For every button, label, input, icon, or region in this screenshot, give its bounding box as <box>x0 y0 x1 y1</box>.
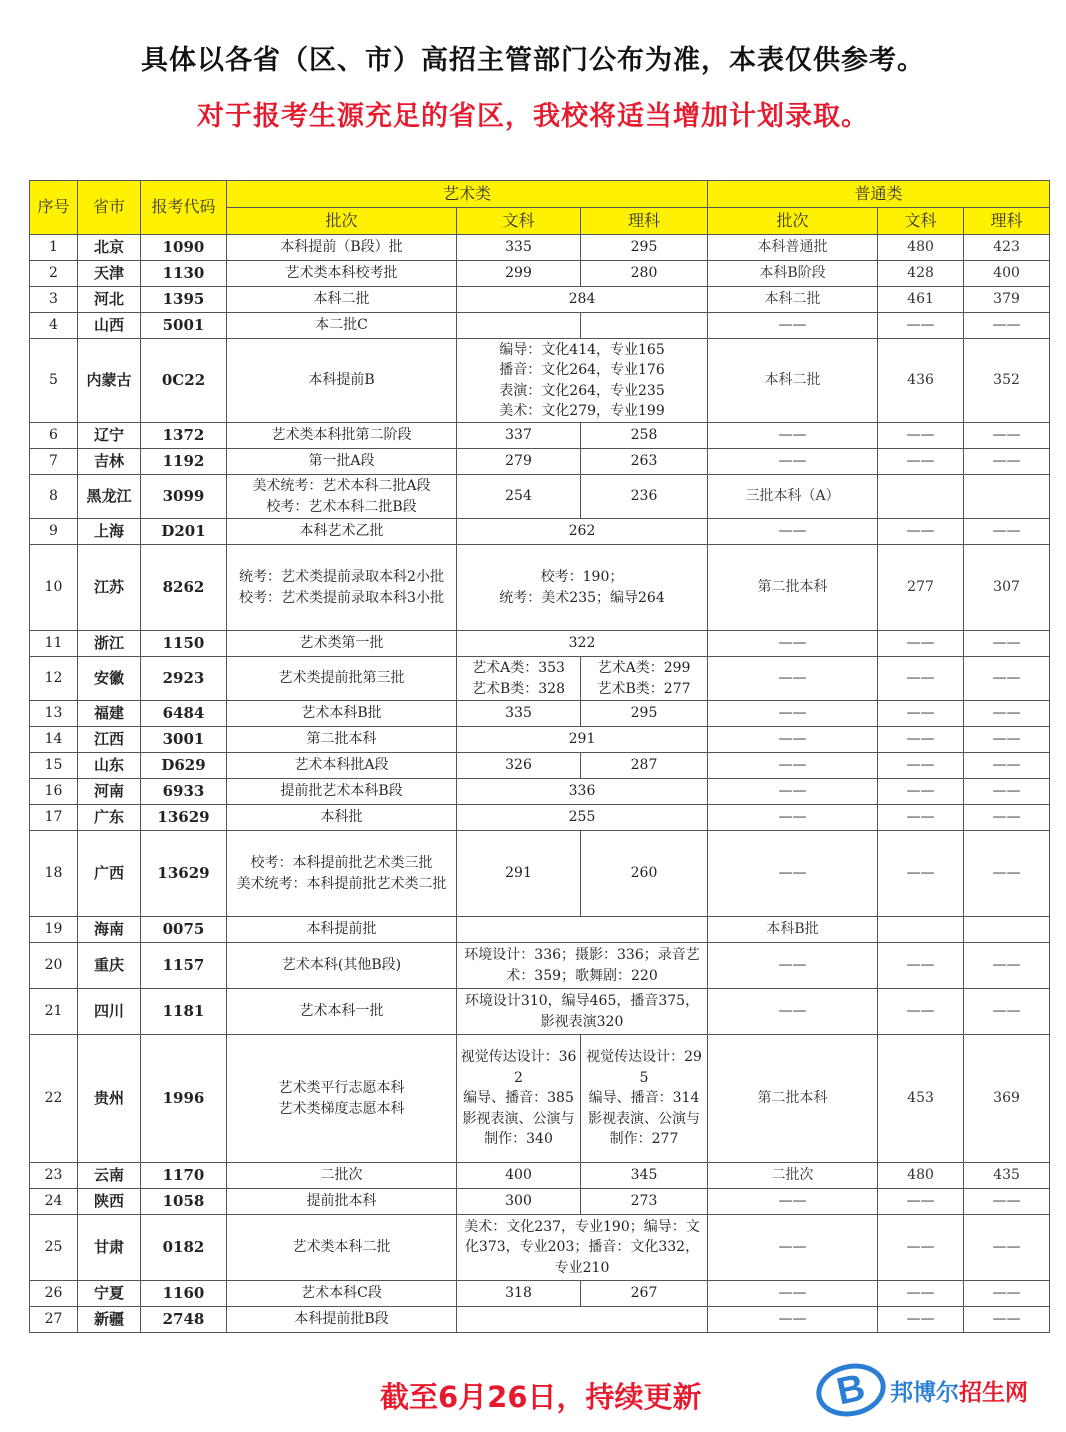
cell-gen-like: —— <box>964 423 1050 449</box>
table-row <box>30 1215 1050 1281</box>
cell-gen-batch: 本科B阶段 <box>708 261 878 287</box>
cell-code: 0182 <box>141 1215 227 1281</box>
table-row <box>30 831 1050 917</box>
cell-gen-wenke <box>878 917 964 943</box>
cell-no: 19 <box>30 917 78 943</box>
cell-province: 云南 <box>78 1163 141 1189</box>
cell-no: 20 <box>30 943 78 989</box>
cell-art-batch: 艺术类本科批第二阶段 <box>227 423 457 449</box>
cell-art-batch: 艺术类本科校考批 <box>227 261 457 287</box>
cell-art-score: 美术：文化237，专业190；编导：文化373，专业203；播音：文化332，专业210 <box>457 1215 708 1281</box>
cell-gen-like: 423 <box>964 235 1050 261</box>
table-row <box>30 779 1050 805</box>
cell-code: 1996 <box>141 1035 227 1163</box>
cell-gen-like: —— <box>964 831 1050 917</box>
table-row <box>30 235 1050 261</box>
cell-gen-wenke: —— <box>878 753 964 779</box>
cell-gen-batch: 第二批本科 <box>708 545 878 631</box>
cell-art-batch: 本二批C <box>227 313 457 339</box>
cell-province: 四川 <box>78 989 141 1035</box>
table-row <box>30 1189 1050 1215</box>
cell-code: 0C22 <box>141 339 227 423</box>
cell-gen-like: 307 <box>964 545 1050 631</box>
table-row <box>30 449 1050 475</box>
cell-code: 1058 <box>141 1189 227 1215</box>
cell-code: 13629 <box>141 805 227 831</box>
cell-art-batch: 校考：本科提前批艺术类三批 美术统考：本科提前批艺术类二批 <box>227 831 457 917</box>
cell-art-wenke: 335 <box>457 701 581 727</box>
cell-gen-wenke: —— <box>878 779 964 805</box>
table-row <box>30 475 1050 519</box>
cell-art-batch: 艺术类平行志愿本科 艺术类梯度志愿本科 <box>227 1035 457 1163</box>
cell-no: 27 <box>30 1307 78 1333</box>
cell-gen-like: —— <box>964 631 1050 657</box>
cell-province: 天津 <box>78 261 141 287</box>
table-row <box>30 753 1050 779</box>
cell-gen-wenke: 277 <box>878 545 964 631</box>
cell-art-like: 295 <box>581 701 708 727</box>
cell-code: 1150 <box>141 631 227 657</box>
cell-no: 18 <box>30 831 78 917</box>
cell-gen-like <box>964 475 1050 519</box>
cell-gen-wenke: —— <box>878 701 964 727</box>
cell-gen-batch: 第二批本科 <box>708 1035 878 1163</box>
notice-line-1: 具体以各省（区、市）高招主管部门公布为准，本表仅供参考。 <box>141 45 925 76</box>
cell-gen-batch: —— <box>708 1307 878 1333</box>
cell-art-batch: 艺术类本科二批 <box>227 1215 457 1281</box>
table-row <box>30 1163 1050 1189</box>
cell-code: 1170 <box>141 1163 227 1189</box>
cell-province: 辽宁 <box>78 423 141 449</box>
cell-art-like <box>581 313 708 339</box>
cell-province: 宁夏 <box>78 1281 141 1307</box>
cell-gen-wenke: 461 <box>878 287 964 313</box>
cell-art-batch: 艺术类提前批第三批 <box>227 657 457 701</box>
cell-art-score: 255 <box>457 805 708 831</box>
cell-province: 贵州 <box>78 1035 141 1163</box>
cell-art-batch: 美术统考：艺术本科二批A段 校考：艺术本科二批B段 <box>227 475 457 519</box>
cell-gen-wenke: —— <box>878 449 964 475</box>
cell-gen-batch: —— <box>708 423 878 449</box>
cell-province: 重庆 <box>78 943 141 989</box>
cell-gen-batch: —— <box>708 449 878 475</box>
cell-no: 21 <box>30 989 78 1035</box>
cell-no: 16 <box>30 779 78 805</box>
cell-gen-batch: —— <box>708 805 878 831</box>
table-row <box>30 519 1050 545</box>
notice-line-2: 对于报考生源充足的省区，我校将适当增加计划录取。 <box>197 101 869 132</box>
header-general: 普通类 <box>708 181 1050 208</box>
cell-gen-like: —— <box>964 989 1050 1035</box>
cell-art-batch: 艺术本科一批 <box>227 989 457 1035</box>
cell-gen-batch: —— <box>708 701 878 727</box>
cell-code: 1090 <box>141 235 227 261</box>
header-art-like: 理科 <box>581 208 708 235</box>
cell-art-batch: 第二批本科 <box>227 727 457 753</box>
cell-art-wenke: 254 <box>457 475 581 519</box>
cell-gen-batch: —— <box>708 943 878 989</box>
cell-art-score: 环境设计310，编导465，播音375，影视表演320 <box>457 989 708 1035</box>
cell-no: 22 <box>30 1035 78 1163</box>
cell-province: 江苏 <box>78 545 141 631</box>
cell-gen-wenke: 428 <box>878 261 964 287</box>
cell-art-score: 262 <box>457 519 708 545</box>
table-row <box>30 727 1050 753</box>
cell-art-score <box>457 917 708 943</box>
cell-gen-like: —— <box>964 657 1050 701</box>
cell-gen-wenke: —— <box>878 423 964 449</box>
cell-code: 13629 <box>141 831 227 917</box>
cell-province: 北京 <box>78 235 141 261</box>
cell-art-score: 291 <box>457 727 708 753</box>
cell-no: 13 <box>30 701 78 727</box>
cell-gen-like: 400 <box>964 261 1050 287</box>
cell-no: 8 <box>30 475 78 519</box>
cell-gen-like: —— <box>964 943 1050 989</box>
logo-text-blue: 邦博尔 <box>890 1380 959 1406</box>
cell-gen-batch: —— <box>708 989 878 1035</box>
cell-art-wenke: 艺术A类：353 艺术B类：328 <box>457 657 581 701</box>
admission-score-table <box>29 180 1049 1333</box>
header-code: 报考代码 <box>141 181 227 235</box>
cell-province: 广东 <box>78 805 141 831</box>
cell-code: 8262 <box>141 545 227 631</box>
header-gen-like: 理科 <box>964 208 1050 235</box>
cell-art-score: 编导：文化414，专业165 播音：文化264，专业176 表演：文化264，专业235 美术：文化279，专业199 <box>457 339 708 423</box>
cell-code: D629 <box>141 753 227 779</box>
cell-art-score <box>457 1307 708 1333</box>
cell-gen-batch: —— <box>708 831 878 917</box>
logo-text <box>890 1374 1028 1407</box>
cell-gen-wenke: —— <box>878 989 964 1035</box>
cell-code: 6933 <box>141 779 227 805</box>
cell-gen-wenke: 480 <box>878 235 964 261</box>
cell-no: 6 <box>30 423 78 449</box>
cell-no: 2 <box>30 261 78 287</box>
table-row <box>30 657 1050 701</box>
header-art: 艺术类 <box>227 181 708 208</box>
site-logo <box>816 1362 1056 1422</box>
cell-province: 山东 <box>78 753 141 779</box>
cell-gen-like: —— <box>964 449 1050 475</box>
cell-no: 12 <box>30 657 78 701</box>
table-row <box>30 1281 1050 1307</box>
cell-art-like: 263 <box>581 449 708 475</box>
cell-gen-like: —— <box>964 1307 1050 1333</box>
cell-no: 17 <box>30 805 78 831</box>
cell-province: 江西 <box>78 727 141 753</box>
cell-art-like: 260 <box>581 831 708 917</box>
cell-art-like: 345 <box>581 1163 708 1189</box>
cell-gen-batch: —— <box>708 753 878 779</box>
cell-province: 广西 <box>78 831 141 917</box>
cell-code: 5001 <box>141 313 227 339</box>
cell-gen-wenke: —— <box>878 805 964 831</box>
table-row <box>30 339 1050 423</box>
cell-code: 1372 <box>141 423 227 449</box>
cell-gen-batch: —— <box>708 779 878 805</box>
cell-code: 1181 <box>141 989 227 1035</box>
cell-art-like: 视觉传达设计：295 编导、播音：314 影视表演、公演与制作：277 <box>581 1035 708 1163</box>
cell-art-batch: 本科提前批B段 <box>227 1307 457 1333</box>
cell-no: 25 <box>30 1215 78 1281</box>
cell-gen-like: —— <box>964 313 1050 339</box>
table-row <box>30 989 1050 1035</box>
cell-gen-batch: —— <box>708 313 878 339</box>
cell-gen-wenke: 480 <box>878 1163 964 1189</box>
cell-art-like: 280 <box>581 261 708 287</box>
cell-art-batch: 本科提前B <box>227 339 457 423</box>
cell-art-batch: 本科提前（B段）批 <box>227 235 457 261</box>
cell-art-batch: 本科批 <box>227 805 457 831</box>
table-row <box>30 1035 1050 1163</box>
cell-gen-like: —— <box>964 727 1050 753</box>
header-art-wenke: 文科 <box>457 208 581 235</box>
cell-no: 24 <box>30 1189 78 1215</box>
cell-gen-wenke: —— <box>878 631 964 657</box>
cell-art-score: 284 <box>457 287 708 313</box>
table-row <box>30 261 1050 287</box>
cell-gen-batch: 本科二批 <box>708 339 878 423</box>
cell-code: 6484 <box>141 701 227 727</box>
cell-art-like: 287 <box>581 753 708 779</box>
update-note: 截至6月26日，持续更新 <box>380 1380 702 1414</box>
cell-art-wenke: 326 <box>457 753 581 779</box>
cell-no: 10 <box>30 545 78 631</box>
cell-art-wenke: 300 <box>457 1189 581 1215</box>
cell-art-wenke: 337 <box>457 423 581 449</box>
cell-no: 1 <box>30 235 78 261</box>
cell-art-batch: 第一批A段 <box>227 449 457 475</box>
cell-gen-batch: 二批次 <box>708 1163 878 1189</box>
cell-gen-batch: 本科普通批 <box>708 235 878 261</box>
cell-art-batch: 本科二批 <box>227 287 457 313</box>
cell-province: 上海 <box>78 519 141 545</box>
cell-province: 浙江 <box>78 631 141 657</box>
cell-art-wenke <box>457 313 581 339</box>
cell-province: 山西 <box>78 313 141 339</box>
cell-art-batch: 统考：艺术类提前录取本科2小批 校考：艺术类提前录取本科3小批 <box>227 545 457 631</box>
cell-gen-batch: 本科二批 <box>708 287 878 313</box>
cell-gen-batch: —— <box>708 657 878 701</box>
cell-gen-wenke: 453 <box>878 1035 964 1163</box>
cell-art-wenke: 335 <box>457 235 581 261</box>
cell-province: 海南 <box>78 917 141 943</box>
cell-art-score: 336 <box>457 779 708 805</box>
cell-province: 安徽 <box>78 657 141 701</box>
cell-art-wenke: 291 <box>457 831 581 917</box>
cell-code: 1130 <box>141 261 227 287</box>
table-row <box>30 1307 1050 1333</box>
header-art-batch: 批次 <box>227 208 457 235</box>
cell-gen-batch: —— <box>708 1189 878 1215</box>
cell-gen-like: —— <box>964 701 1050 727</box>
cell-gen-like: 379 <box>964 287 1050 313</box>
cell-gen-wenke: —— <box>878 1215 964 1281</box>
cell-province: 河北 <box>78 287 141 313</box>
cell-art-score: 校考：190； 统考：美术235；编导264 <box>457 545 708 631</box>
cell-gen-like: —— <box>964 1281 1050 1307</box>
table-row <box>30 423 1050 449</box>
cell-art-batch: 提前批艺术本科B段 <box>227 779 457 805</box>
table-row <box>30 943 1050 989</box>
table-row <box>30 313 1050 339</box>
cell-art-like: 236 <box>581 475 708 519</box>
cell-gen-wenke: —— <box>878 943 964 989</box>
cell-code: D201 <box>141 519 227 545</box>
cell-gen-like: 435 <box>964 1163 1050 1189</box>
cell-gen-wenke: —— <box>878 657 964 701</box>
cell-province: 内蒙古 <box>78 339 141 423</box>
table-row <box>30 917 1050 943</box>
cell-code: 3099 <box>141 475 227 519</box>
cell-gen-like: —— <box>964 779 1050 805</box>
table-row <box>30 631 1050 657</box>
cell-art-score: 322 <box>457 631 708 657</box>
table-row <box>30 701 1050 727</box>
cell-gen-batch: 本科B批 <box>708 917 878 943</box>
header-gen-batch: 批次 <box>708 208 878 235</box>
cell-art-wenke: 279 <box>457 449 581 475</box>
cell-art-wenke: 视觉传达设计：362 编导、播音：385 影视表演、公演与制作：340 <box>457 1035 581 1163</box>
cell-gen-batch: —— <box>708 727 878 753</box>
cell-gen-wenke: —— <box>878 727 964 753</box>
cell-gen-wenke <box>878 475 964 519</box>
logo-text-red: 招生网 <box>959 1380 1028 1406</box>
cell-gen-batch: —— <box>708 519 878 545</box>
cell-art-wenke: 299 <box>457 261 581 287</box>
cell-art-batch: 艺术本科B批 <box>227 701 457 727</box>
cell-art-like: 273 <box>581 1189 708 1215</box>
header-gen-wenke: 文科 <box>878 208 964 235</box>
cell-art-like: 267 <box>581 1281 708 1307</box>
cell-art-batch: 艺术本科批A段 <box>227 753 457 779</box>
cell-art-batch: 提前批本科 <box>227 1189 457 1215</box>
cell-code: 3001 <box>141 727 227 753</box>
cell-code: 1157 <box>141 943 227 989</box>
cell-no: 11 <box>30 631 78 657</box>
cell-art-wenke: 400 <box>457 1163 581 1189</box>
cell-gen-like: 352 <box>964 339 1050 423</box>
header-no: 序号 <box>30 181 78 235</box>
cell-no: 3 <box>30 287 78 313</box>
cell-no: 23 <box>30 1163 78 1189</box>
header-province: 省市 <box>78 181 141 235</box>
cell-gen-like <box>964 917 1050 943</box>
cell-art-like: 艺术A类：299 艺术B类：277 <box>581 657 708 701</box>
cell-code: 1192 <box>141 449 227 475</box>
cell-no: 26 <box>30 1281 78 1307</box>
cell-province: 福建 <box>78 701 141 727</box>
cell-art-like: 258 <box>581 423 708 449</box>
cell-no: 7 <box>30 449 78 475</box>
cell-code: 1160 <box>141 1281 227 1307</box>
table-body <box>30 235 1050 1333</box>
table-row <box>30 805 1050 831</box>
cell-art-batch: 艺术类第一批 <box>227 631 457 657</box>
cell-gen-batch: 三批本科（A） <box>708 475 878 519</box>
cell-art-batch: 艺术本科(其他B段) <box>227 943 457 989</box>
cell-art-like: 295 <box>581 235 708 261</box>
table-row <box>30 287 1050 313</box>
cell-gen-like: 369 <box>964 1035 1050 1163</box>
table-row <box>30 545 1050 631</box>
cell-province: 黑龙江 <box>78 475 141 519</box>
cell-gen-wenke: —— <box>878 519 964 545</box>
cell-art-score: 环境设计：336；摄影：336；录音艺术：359；歌舞剧：220 <box>457 943 708 989</box>
cell-province: 陕西 <box>78 1189 141 1215</box>
cell-gen-batch: —— <box>708 1281 878 1307</box>
cell-gen-like: —— <box>964 805 1050 831</box>
cell-gen-wenke: —— <box>878 1281 964 1307</box>
logo-b-icon: B <box>811 1357 890 1422</box>
cell-province: 新疆 <box>78 1307 141 1333</box>
cell-gen-batch: —— <box>708 1215 878 1281</box>
cell-no: 4 <box>30 313 78 339</box>
cell-art-batch: 本科提前批 <box>227 917 457 943</box>
cell-gen-wenke: —— <box>878 1307 964 1333</box>
cell-province: 甘肃 <box>78 1215 141 1281</box>
cell-gen-batch: —— <box>708 631 878 657</box>
cell-code: 0075 <box>141 917 227 943</box>
cell-no: 15 <box>30 753 78 779</box>
cell-no: 9 <box>30 519 78 545</box>
cell-gen-wenke: —— <box>878 1189 964 1215</box>
cell-province: 河南 <box>78 779 141 805</box>
cell-gen-like: —— <box>964 753 1050 779</box>
cell-art-batch: 本科艺术乙批 <box>227 519 457 545</box>
cell-gen-like: —— <box>964 1215 1050 1281</box>
cell-art-batch: 艺术本科C段 <box>227 1281 457 1307</box>
cell-gen-like: —— <box>964 1189 1050 1215</box>
cell-code: 2923 <box>141 657 227 701</box>
cell-gen-wenke: 436 <box>878 339 964 423</box>
cell-art-batch: 二批次 <box>227 1163 457 1189</box>
cell-gen-like: —— <box>964 519 1050 545</box>
cell-gen-wenke: —— <box>878 831 964 917</box>
cell-gen-wenke: —— <box>878 313 964 339</box>
cell-no: 14 <box>30 727 78 753</box>
cell-province: 吉林 <box>78 449 141 475</box>
cell-code: 1395 <box>141 287 227 313</box>
cell-art-wenke: 318 <box>457 1281 581 1307</box>
cell-no: 5 <box>30 339 78 423</box>
cell-code: 2748 <box>141 1307 227 1333</box>
